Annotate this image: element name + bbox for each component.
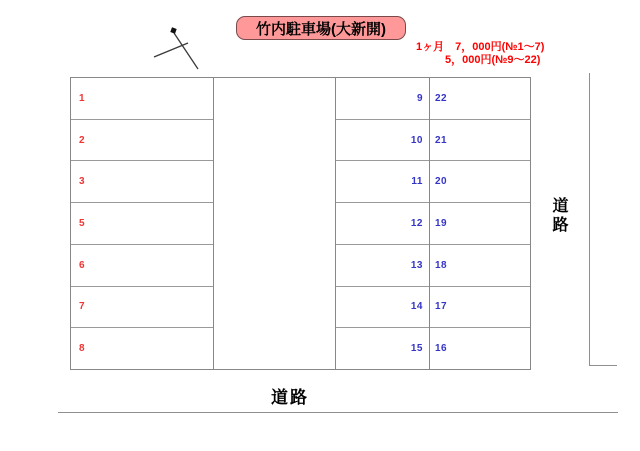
- parking-space-number: 7: [71, 287, 213, 329]
- parking-lot-table: [70, 77, 531, 370]
- spaces-column-1-8: [71, 78, 214, 369]
- road-edge-right-corner: [589, 365, 617, 366]
- parking-space-number: 5: [71, 203, 213, 245]
- parking-space-number: 15: [410, 343, 423, 355]
- parking-space-number: 3: [71, 161, 213, 203]
- parking-space-number: 14: [336, 287, 429, 329]
- parking-space-number: 18: [430, 245, 530, 287]
- parking-space-number: 19: [430, 203, 530, 245]
- page-title: 竹内駐車場(大新開): [256, 20, 386, 38]
- parking-space-number: 13: [336, 245, 429, 287]
- road-edge-bottom: [58, 412, 618, 413]
- road-label-right: 道路: [550, 197, 567, 235]
- parking-space-number: 16: [435, 343, 448, 355]
- parking-space-number: 6: [71, 245, 213, 287]
- parking-space-number: 11: [336, 161, 429, 203]
- parking-space-number: 1: [71, 78, 213, 120]
- road-edge-right: [589, 73, 590, 366]
- road-label-bottom: 道路: [271, 388, 309, 407]
- parking-space-number: 2: [71, 120, 213, 162]
- parking-space-number: 22: [430, 78, 530, 120]
- parking-space-number: 10: [336, 120, 429, 162]
- parking-space-number: 12: [336, 203, 429, 245]
- utility-pole-icon: [148, 26, 208, 76]
- driveway-aisle: [214, 78, 336, 369]
- spaces-column-16-22: [430, 78, 530, 369]
- parking-space-number: 9: [336, 78, 429, 120]
- price-line-monthly-9-22: 5，000円(№9～22): [445, 54, 541, 66]
- parking-space-number: 20: [430, 161, 530, 203]
- price-line-monthly-1-7: 1ヶ月 7，000円(№1～7): [416, 41, 545, 53]
- spaces-column-9-15: [336, 78, 430, 369]
- parking-space-number: 21: [430, 120, 530, 162]
- parking-space-number: 17: [430, 287, 530, 329]
- parking-space-number: 8: [79, 343, 86, 355]
- title-badge: [236, 16, 406, 40]
